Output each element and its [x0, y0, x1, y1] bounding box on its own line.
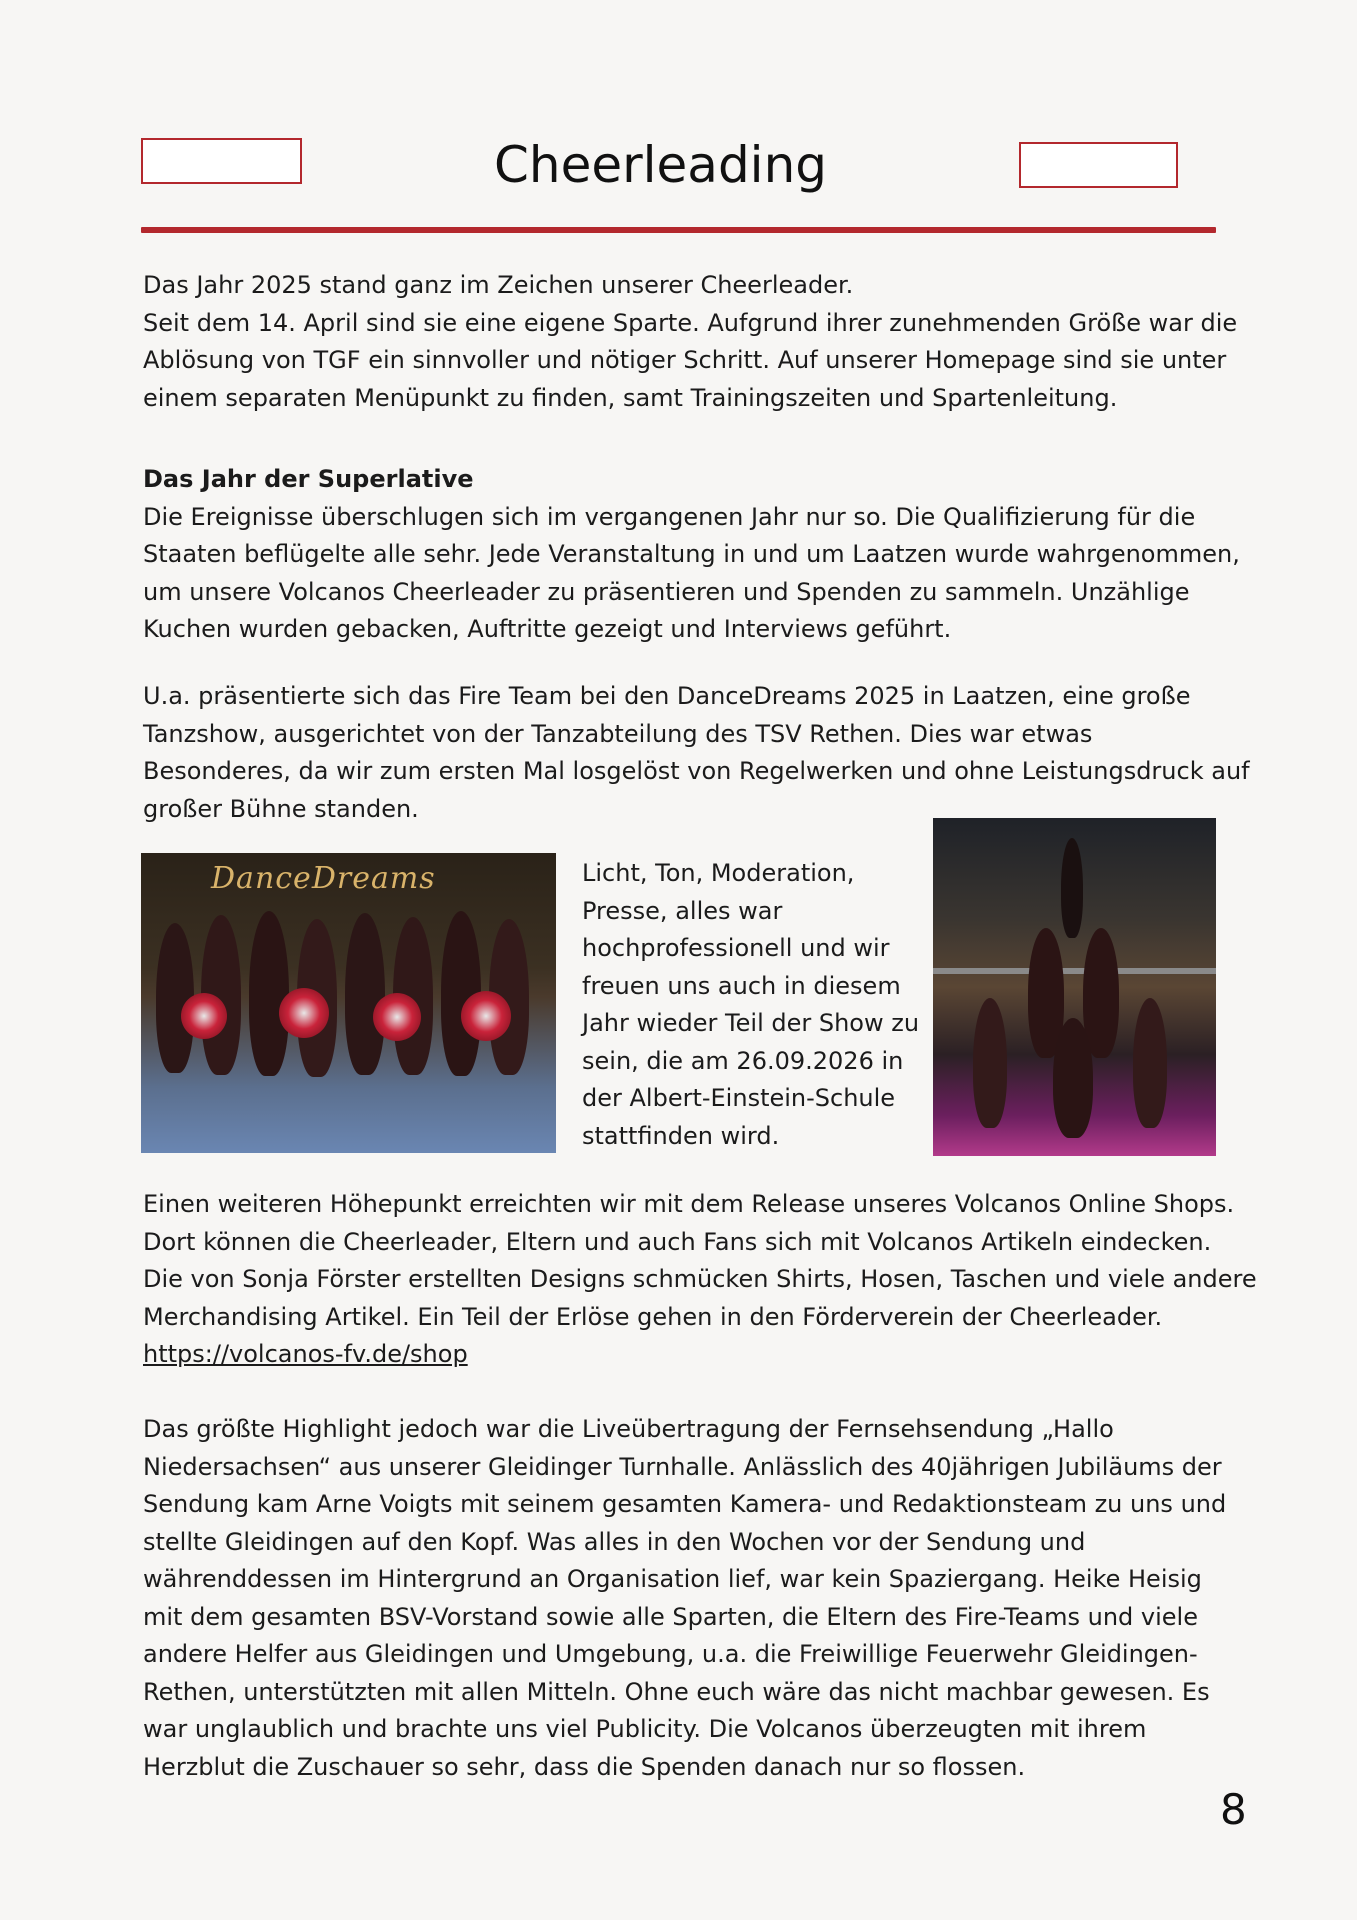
pom-pom	[373, 993, 421, 1041]
photo-caption-paragraph	[582, 855, 922, 1155]
dance-dreams-line: Besonderes, da wir zum ersten Mal losgelöst von Regelwerken und ohne Leistungsdruck auf	[143, 757, 1250, 785]
highlight-line: andere Helfer aus Gleidingen und Umgebung, u.a. die Freiwillige Feuerwehr Gleidingen-	[143, 1640, 1198, 1668]
photo-figure	[1053, 1018, 1093, 1138]
photo-figure	[973, 998, 1007, 1128]
highlight-line: Sendung kam Arne Voigts mit seinem gesamten Kamera- und Redaktionsteam zu uns und	[143, 1490, 1227, 1518]
page-number: 8	[1220, 1785, 1247, 1834]
photo-banner-logo: DanceDreams	[211, 861, 436, 896]
intro-line: Das Jahr 2025 stand ganz im Zeichen unserer Cheerleader.	[143, 271, 854, 299]
shop-line: Dort können die Cheerleader, Eltern und auch Fans sich mit Volcanos Artikeln eindecken.	[143, 1227, 1212, 1256]
title-underline-rule	[141, 227, 1216, 233]
photo-figure	[249, 911, 289, 1076]
caption-line: stattfinden wird.	[582, 1121, 780, 1150]
intro-line: Seit dem 14. April sind sie eine eigene Sparte. Aufgrund ihrer zunehmenden Größe war die	[143, 308, 1238, 337]
pom-pom	[279, 988, 329, 1038]
highlight-line: Rethen, unterstützten mit allen Mitteln. Ohne euch wäre das nicht machbar gewesen. Es	[143, 1677, 1210, 1706]
section-line: Die Ereignisse überschlugen sich im vergangenen Jahr nur so. Die Qualifizierung für die	[143, 502, 1196, 531]
caption-line: hochprofessionell und wir	[582, 934, 890, 962]
shop-line: Merchandising Artikel. Ein Teil der Erlöse gehen in den Förderverein der Cheerleader.	[143, 1302, 1163, 1331]
stage-stunt-photo	[933, 818, 1216, 1156]
intro-line: einem separaten Menüpunkt zu finden, samt Trainingszeiten und Spartenleitung.	[143, 383, 1118, 412]
photo-flyer-figure	[1061, 838, 1083, 938]
highlight-line: Niedersachsen“ aus unserer Gleidinger Turnhalle. Anlässlich des 40jährigen Jubiläums der	[143, 1452, 1222, 1481]
page-title: Cheerleading	[493, 136, 828, 194]
shop-link[interactable]: https://volcanos-fv.de/shop	[143, 1340, 468, 1368]
photo-figure	[1133, 998, 1167, 1128]
photo-figure	[345, 913, 385, 1075]
caption-line: sein, die am 26.09.2026 in	[582, 1046, 904, 1075]
superlative-section	[143, 461, 1240, 649]
shop-line: Einen weiteren Höhepunkt erreichten wir mit dem Release unseres Volcanos Online Shops.	[143, 1190, 1235, 1218]
section-line: Kuchen wurden gebacken, Auftritte gezeigt und Interviews geführt.	[143, 615, 952, 643]
dance-dreams-line: U.a. präsentierte sich das Fire Team bei den DanceDreams 2025 in Laatzen, eine große	[143, 682, 1191, 710]
dance-dreams-paragraph	[143, 678, 1250, 828]
section-line: um unsere Volcanos Cheerleader zu präsentieren und Spenden zu sammeln. Unzählige	[143, 577, 1190, 606]
highlight-line: währenddessen im Hintergrund an Organisation lief, war kein Spaziergang. Heike Heisig	[143, 1565, 1202, 1593]
dance-dreams-group-photo	[141, 853, 556, 1153]
section-heading: Das Jahr der Superlative	[143, 465, 474, 493]
highlight-line: war unglaublich und brachte uns viel Publicity. Die Volcanos überzeugten mit ihrem	[143, 1715, 1147, 1743]
photo-figure	[1083, 928, 1119, 1058]
caption-line: Presse, alles war	[582, 896, 783, 925]
dance-dreams-line: großer Bühne standen.	[143, 794, 419, 823]
shop-paragraph	[143, 1186, 1257, 1374]
highlight-paragraph	[143, 1411, 1233, 1786]
dance-dreams-line: Tanzshow, ausgerichtet von der Tanzabteilung des TSV Rethen. Dies war etwas	[143, 719, 1093, 748]
intro-line: Ablösung von TGF ein sinnvoller und nötiger Schritt. Auf unserer Homepage sind sie unter	[143, 346, 1227, 374]
highlight-line: Das größte Highlight jedoch war die Liveübertragung der Fernsehsendung „Hallo	[143, 1415, 1114, 1443]
shop-line: Die von Sonja Förster erstellten Designs schmücken Shirts, Hosen, Taschen und viele andere	[143, 1265, 1257, 1293]
section-line: Staaten beflügelte alle sehr. Jede Veranstaltung in und um Laatzen wurde wahrgenommen,	[143, 540, 1240, 568]
highlight-line: stellte Gleidingen auf den Kopf. Was alles in den Wochen vor der Sendung und	[143, 1527, 1086, 1556]
highlight-line: mit dem gesamten BSV-Vorstand sowie alle Sparten, die Eltern des Fire-Teams und viele	[143, 1602, 1198, 1631]
caption-line: Licht, Ton, Moderation,	[582, 859, 855, 887]
caption-line: freuen uns auch in diesem	[582, 971, 901, 1000]
caption-line: der Albert-Einstein-Schule	[582, 1084, 896, 1112]
intro-paragraph	[143, 267, 1238, 417]
caption-line: Jahr wieder Teil der Show zu	[582, 1009, 920, 1037]
highlight-line: Herzblut die Zuschauer so sehr, dass die Spenden danach nur so flossen.	[143, 1752, 1026, 1781]
header-decor-box-left	[141, 138, 302, 184]
header-decor-box-right	[1019, 142, 1178, 188]
pom-pom	[181, 993, 227, 1039]
pom-pom	[461, 991, 511, 1041]
stage-truss	[933, 968, 1216, 974]
